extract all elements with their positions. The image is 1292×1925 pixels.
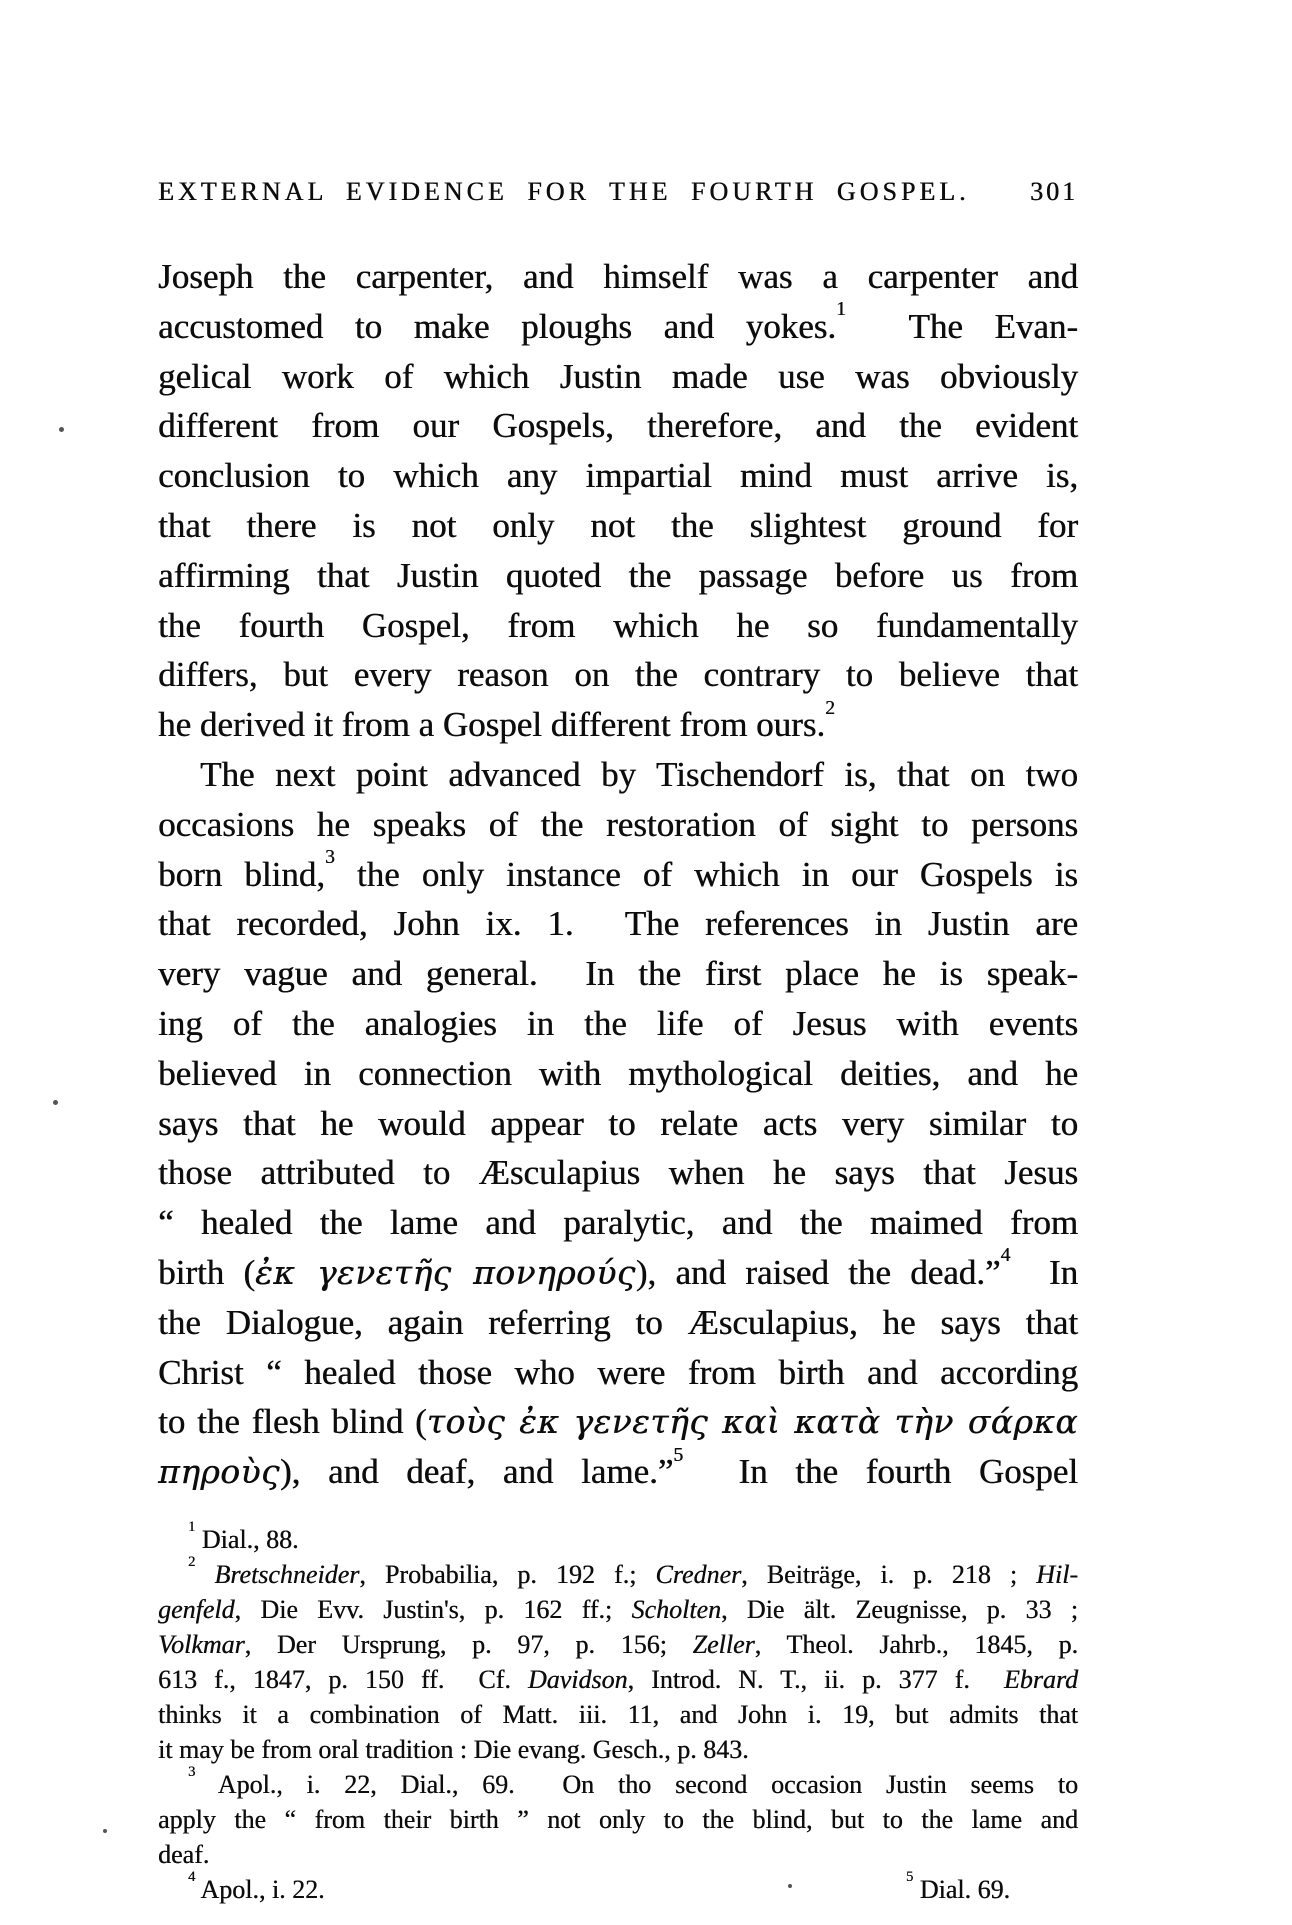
footnote-line [158, 1869, 1078, 1907]
body-line: those attributed to Æsculapius when he says that Jesus [158, 1153, 1078, 1193]
body-line: affirming that Justin quoted the passage before us from [158, 555, 1078, 595]
body-line: the Dialogue, again referring to Æsculapius, he says that [158, 1302, 1078, 1342]
body-line: The next point advanced by Tischendorf is, that on two [200, 754, 1078, 794]
footnote-line: it may be from oral tradition : Die evang. Gesch., p. 843. [158, 1735, 749, 1764]
body-line: believed in connection with mythological deities, and he [158, 1053, 1078, 1093]
footnote-4: $^4$ Apol., i. 22. [188, 1869, 325, 1904]
body-line: occasions he speaks of the restoration of sight to persons [158, 804, 1078, 844]
body-line: differs, but every reason on the contrary to believe that [158, 655, 1078, 695]
body-line: ing of the analogies in the life of Jesus with events [158, 1003, 1078, 1043]
ink-speck [53, 1100, 58, 1105]
body-line: very vague and general. In the first place he is speak- [158, 954, 1078, 994]
footnote-line: 613 f., 1847, p. 150 ff. Cf. Davidson, Introd. N. T., ii. p. 377 f. Ebrard [158, 1665, 1078, 1694]
footnote-line: apply the “ from their birth ” not only to the blind, but to the lame and [158, 1805, 1078, 1834]
body-line: to the flesh blind (τοὺς ἐκ γενετῆς καὶ κατὰ τὴν σάρκα [158, 1402, 1078, 1442]
ink-speck [788, 1884, 792, 1888]
footnote-line: $^2$ Bretschneider, Probabilia, p. 192 f.; Credner, Beiträge, i. p. 218 ; Hil- [188, 1554, 1079, 1589]
body-line: different from our Gospels, therefore, and the evident [158, 406, 1078, 446]
footnote-5: $^5$ Dial. 69. [905, 1869, 1010, 1904]
body-text [158, 252, 1078, 1497]
page-number: 301 [1030, 177, 1078, 206]
ink-speck [103, 1829, 107, 1833]
running-head [158, 176, 1078, 208]
body-line: conclusion to which any impartial mind must arrive is, [158, 456, 1078, 496]
running-title: EXTERNAL EVIDENCE FOR THE FOURTH GOSPEL. [158, 177, 970, 206]
body-line: Joseph the carpenter, and himself was a carpenter and [158, 257, 1078, 296]
body-line: Christ “ healed those who were from birth and according [158, 1352, 1078, 1392]
body-line: accustomed to make ploughs and yokes.$^1$ The Evan- [158, 299, 1078, 346]
body-line: that recorded, John ix. 1. The references in Justin are [158, 904, 1078, 944]
body-line: says that he would appear to relate acts very similar to [158, 1103, 1078, 1143]
footnote-line: genfeld, Die Evv. Justin's, p. 162 ff.; Scholten, Die ält. Zeugnisse, p. 33 ; [158, 1595, 1078, 1624]
footnote-line: Volkmar, Der Ursprung, p. 97, p. 156; Zeller, Theol. Jahrb., 1845, p. [158, 1630, 1078, 1659]
body-line: birth (ἐκ γενετῆς πονηρούς), and raised the dead.”$^4$ In [158, 1245, 1079, 1292]
footnotes [158, 1519, 1079, 1907]
ink-speck [59, 427, 64, 432]
footnote-line: thinks it a combination of Matt. iii. 11, and John i. 19, but admits that [158, 1700, 1078, 1729]
body-line: that there is not only not the slightest ground for [158, 505, 1078, 545]
body-line: the fourth Gospel, from which he so fundamentally [158, 605, 1078, 645]
body-line: πηροὺς), and deaf, and lame.”$^5$ In the fourth Gospel [158, 1444, 1078, 1492]
footnote-line: $^1$ Dial., 88. [188, 1519, 299, 1554]
body-line: gelical work of which Justin made use was obviously [158, 356, 1078, 396]
body-line: “ healed the lame and paralytic, and the maimed from [158, 1203, 1078, 1243]
footnote-line: deaf. [158, 1840, 210, 1869]
body-line: born blind,$^3$ the only instance of which in our Gospels is [158, 847, 1078, 894]
body-line: he derived it from a Gospel different from ours.$^2$ [158, 697, 835, 745]
footnote-line: $^3$ Apol., i. 22, Dial., 69. On tho second occasion Justin seems to [188, 1764, 1078, 1799]
